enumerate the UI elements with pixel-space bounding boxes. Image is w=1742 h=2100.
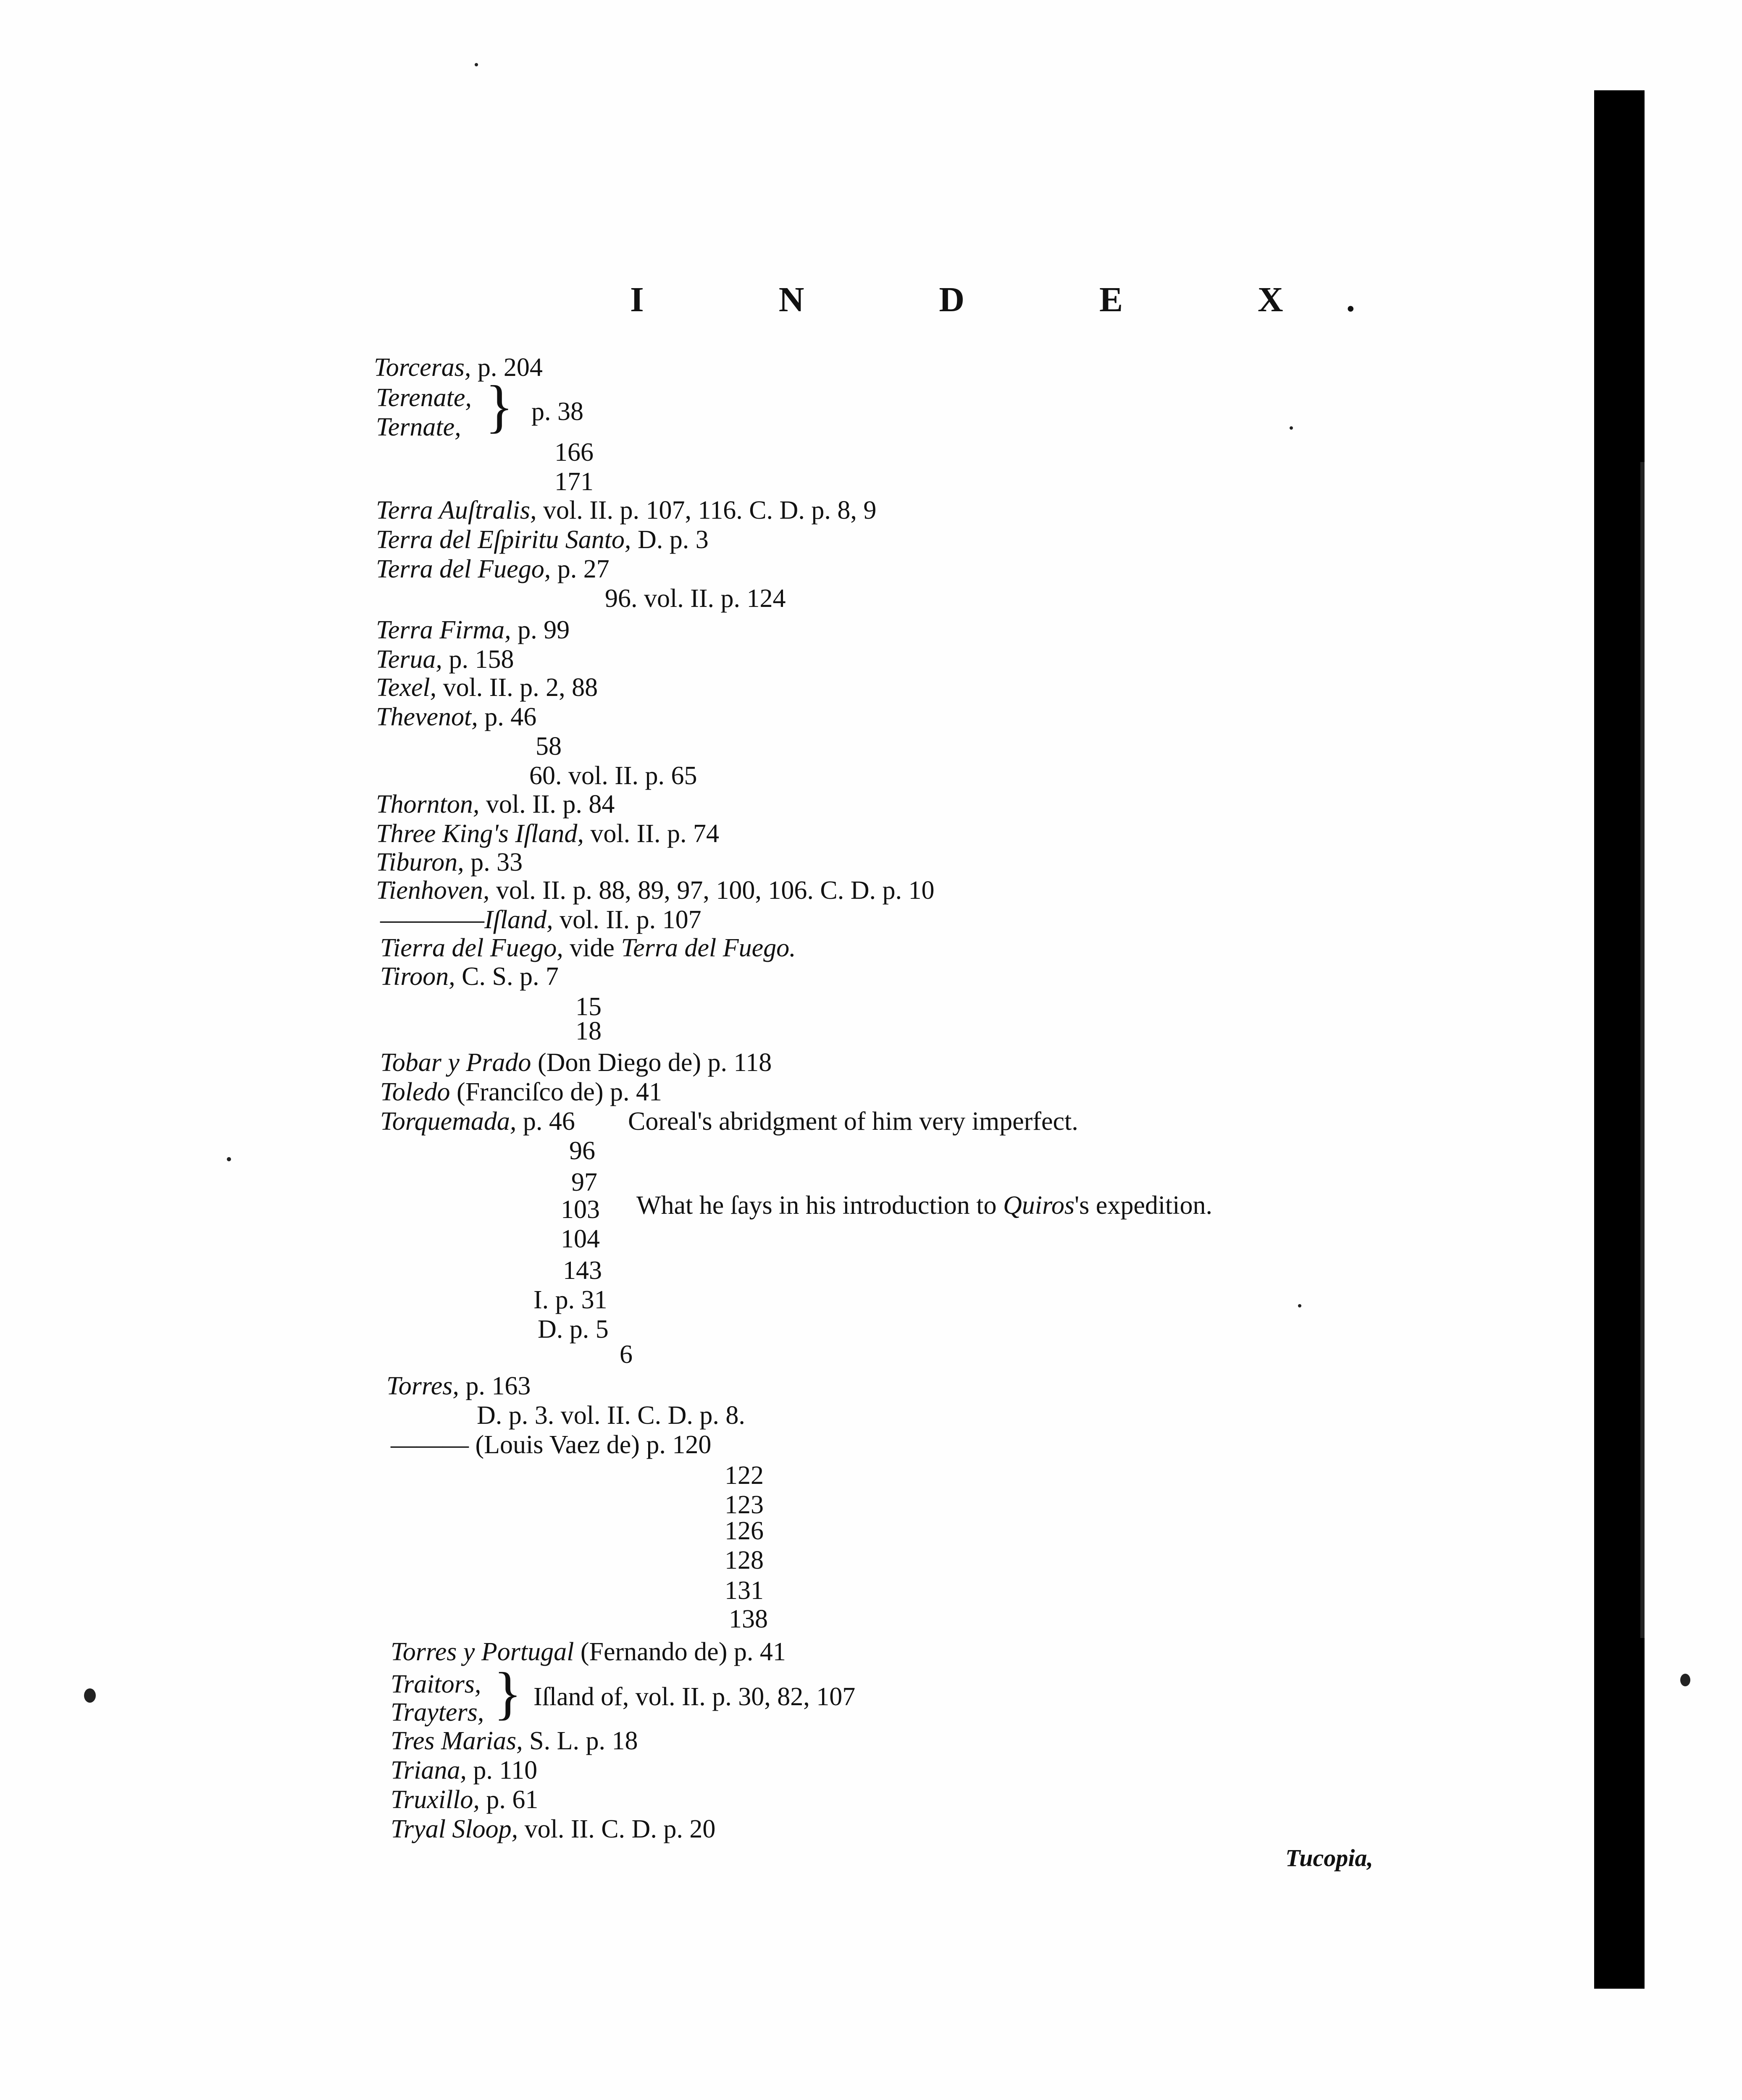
scan-speck — [1290, 426, 1293, 430]
entry-term: Torres y Portugal — [391, 1638, 574, 1666]
entry-term: Tryal Sloop, — [391, 1815, 518, 1843]
scan-speck — [1680, 1674, 1690, 1686]
entry-ref: p. 46 — [516, 1107, 575, 1136]
note-name: Quiros — [1003, 1191, 1075, 1220]
entry-ref: vol. II. p. 88, 89, 97, 100, 106. C. D. p. 10 — [489, 876, 935, 905]
entry-louis-128: 128 — [725, 1546, 764, 1575]
entry-torquemada-i31: I. p. 31 — [533, 1286, 607, 1314]
entry-torres-louis-vaez — [391, 1430, 711, 1460]
entry-term: Torceras, — [374, 353, 471, 382]
entry-torres-y-portugal — [391, 1637, 786, 1667]
entry-term: Torres, — [386, 1372, 459, 1400]
entry-ref: p. 33 — [464, 848, 523, 877]
entry-louis-122: 122 — [725, 1461, 764, 1490]
entry-ref: p. 99 — [511, 616, 570, 644]
entry-ref: p. 110 — [466, 1756, 538, 1785]
entry-ref: p. 27 — [551, 555, 610, 583]
entry-term: Terra Firma, — [376, 616, 511, 644]
scan-speck — [475, 63, 478, 66]
entry-louis-126: 126 — [725, 1517, 764, 1545]
entry-term: Tierra del Fuego, — [380, 934, 563, 962]
entry-terua — [376, 645, 514, 674]
entry-trayters: Trayters, — [391, 1698, 484, 1727]
entry-tiroon-18: 18 — [575, 1017, 602, 1045]
note-text-end: 's expedition. — [1075, 1191, 1213, 1220]
entry-terra-firma — [376, 615, 570, 645]
entry-tierra-del-fuego — [380, 933, 796, 963]
entry-tobar-y-prado — [380, 1048, 772, 1077]
entry-dash: ———— — [380, 906, 484, 934]
entry-torquemada-97: 97 — [571, 1168, 597, 1197]
entry-truxillo — [391, 1785, 538, 1814]
entry-torceras — [374, 353, 543, 382]
entry-ref: vol. II. p. 74 — [583, 819, 719, 848]
entry-tienhoven-island — [380, 905, 702, 934]
entry-thevenot-58: 58 — [536, 732, 562, 761]
entry-thevenot — [376, 702, 536, 732]
entry-torquemada-143: 143 — [563, 1256, 602, 1285]
page-heading: I N D E X. — [630, 280, 1418, 319]
entry-terenate: Terenate, — [376, 383, 472, 412]
entry-term: Triana, — [391, 1756, 467, 1785]
entry-torquemada-96: 96 — [569, 1137, 595, 1165]
entry-ref: (Louis Vaez de) p. 120 — [469, 1431, 712, 1459]
scan-speck — [1298, 1304, 1301, 1307]
entry-ternate-166: 166 — [554, 438, 594, 467]
entry-mid: vide — [563, 934, 621, 962]
note-text: What he ſays in his introduction to — [636, 1191, 1004, 1220]
entry-three-kings-island — [376, 819, 719, 848]
entry-term: Terra Auſtralis, — [376, 496, 537, 525]
entry-traitors: Traitors, — [391, 1670, 481, 1698]
entry-term: Truxillo, — [391, 1785, 480, 1814]
entry-term: Tiroon, — [380, 962, 455, 991]
entry-terra-australis — [376, 496, 876, 525]
entry-ref: (Fernando de) p. 41 — [574, 1638, 786, 1666]
entry-term: Tobar y Prado — [380, 1048, 531, 1077]
entry-louis-131: 131 — [725, 1576, 764, 1605]
entry-torquemada — [380, 1107, 575, 1136]
entry-term: Three King's Iſland, — [376, 819, 584, 848]
entry-term: Iſland, — [484, 906, 553, 934]
entry-term: Terra del Eſpiritu Santo, — [376, 525, 631, 554]
entry-ref: vol. II. C. D. p. 20 — [518, 1815, 716, 1843]
entry-ref: vol. II. p. 107, 116. C. D. p. 8, 9 — [536, 496, 877, 525]
entry-tiburon — [376, 848, 523, 877]
entry-term: Texel, — [376, 673, 437, 702]
entry-term: Thornton, — [376, 790, 480, 819]
entry-ref: D. p. 3 — [631, 525, 709, 554]
entry-ref: S. L. p. 18 — [523, 1727, 638, 1755]
entry-ref: p. 158 — [442, 645, 514, 674]
entry-torquemada-103: 103 — [561, 1195, 600, 1224]
entry-tres-marias — [391, 1726, 638, 1756]
entry-ref: vol. II. p. 84 — [479, 790, 615, 819]
entry-thornton — [376, 790, 615, 819]
entry-term: Tienhoven, — [376, 876, 490, 905]
entry-torquemada-104: 104 — [561, 1225, 600, 1253]
brace-traitors: } — [494, 1661, 522, 1726]
entry-term: Terua, — [376, 645, 442, 674]
scan-speck — [227, 1157, 231, 1161]
entry-traitors-ref: Iſland of, vol. II. p. 30, 82, 107 — [533, 1683, 856, 1711]
entry-dash: ——— — [391, 1431, 469, 1459]
entry-tienhoven — [376, 876, 935, 905]
entry-torquemada-note: Coreal's abridgment of him very imperfect. — [628, 1107, 1078, 1136]
entry-ref: p. 46 — [478, 703, 537, 731]
catchword: Tucopia, — [1285, 1844, 1373, 1872]
entry-toledo — [380, 1077, 662, 1107]
entry-ref: vol. II. p. 2, 88 — [436, 673, 598, 702]
page-edge-shadow-inner — [1640, 462, 1645, 1638]
entry-ref: vol. II. p. 107 — [553, 906, 702, 934]
entry-ternate-171: 171 — [554, 467, 594, 496]
entry-term: Tiburon, — [376, 848, 464, 877]
entry-triana — [391, 1756, 537, 1785]
entry-torres-d: D. p. 3. vol. II. C. D. p. 8. — [477, 1401, 745, 1430]
entry-terra-del-fuego — [376, 554, 610, 584]
entry-louis-138: 138 — [729, 1605, 768, 1633]
entry-ref: p. 163 — [459, 1372, 531, 1400]
entry-ref: C. S. p. 7 — [455, 962, 559, 991]
entry-thevenot-60: 60. vol. II. p. 65 — [529, 761, 697, 790]
entry-tiroon-15: 15 — [575, 992, 602, 1021]
entry-torquemada-103-note — [636, 1191, 1212, 1220]
entry-term-ref: Terra del Fuego. — [621, 934, 796, 962]
entry-term: Torquemada, — [380, 1107, 517, 1136]
entry-torquemada-6: 6 — [620, 1340, 633, 1369]
entry-ref: (Franciſco de) p. 41 — [450, 1078, 662, 1106]
page-edge-shadow — [1594, 90, 1645, 1989]
entry-terra-espiritu-santo — [376, 525, 709, 554]
entry-louis-123: 123 — [725, 1491, 764, 1519]
entry-term: Toledo — [380, 1078, 450, 1106]
brace-terenate: } — [485, 374, 514, 439]
entry-tryal-sloop — [391, 1814, 715, 1844]
entry-ref: (Don Diego de) p. 118 — [531, 1048, 772, 1077]
entry-terenate-ref: p. 38 — [531, 397, 583, 426]
entry-terra-del-fuego-cont: 96. vol. II. p. 124 — [605, 584, 786, 613]
scan-speck — [84, 1688, 96, 1703]
entry-tiroon — [380, 962, 559, 991]
entry-torquemada-d5: D. p. 5 — [538, 1315, 609, 1344]
entry-torres — [386, 1371, 531, 1401]
entry-ref: p. 204 — [471, 353, 543, 382]
entry-term: Thevenot, — [376, 703, 478, 731]
entry-texel — [376, 673, 598, 702]
entry-term: Tres Marias, — [391, 1727, 523, 1755]
entry-ternate: Ternate, — [376, 413, 461, 441]
entry-ref: p. 61 — [479, 1785, 539, 1814]
entry-term: Terra del Fuego, — [376, 555, 551, 583]
